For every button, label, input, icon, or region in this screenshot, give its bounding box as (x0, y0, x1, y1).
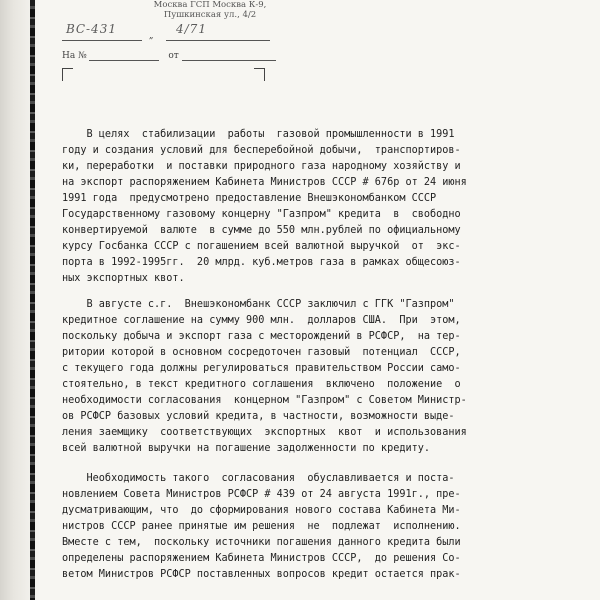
body-line: конвертируемой валюте в сумме до 550 млн.рублей по официальному (62, 225, 461, 236)
body-line: всей валютной выручки на погашение задолженности по кредиту. (62, 443, 431, 454)
address-corner-right (254, 68, 265, 81)
body-line: порта в 1992-1995гг. 20 млрд. куб.метров газа в рамках общесоюз- (62, 257, 461, 268)
body-line: В целях стабилизации работы газовой промышленности в 1991 (62, 129, 455, 140)
ot-label: от (168, 51, 179, 61)
body-line: на экспорт распоряжением Кабинета Министров СССР # 676р от 24 июня (62, 177, 467, 188)
body-line: ных экспортных квот. (62, 273, 185, 284)
body-line: ки, переработки и поставки природного газа народному хозяйству и (62, 161, 461, 172)
binding-spine (30, 0, 35, 600)
body-line: В августе с.г. Внешэкономбанк СССР заключил с ГГК "Газпром" (62, 299, 455, 310)
body-line: нистров СССР ранее принятые им решения не подлежат исполнению. (62, 521, 461, 532)
body-line: стоятельно, в текст кредитного соглашения включено положение о (62, 379, 461, 390)
body-line: поскольку добыча и экспорт газа с месторождений в РСФСР, на тер- (62, 331, 461, 342)
body-line: ов РСФСР базовых условий кредита, в частности, возможности выде- (62, 411, 455, 422)
body-line: Необходимость такого согласования обуславливается и поста- (62, 473, 455, 484)
body-line: дусматривающим, что до сформирования нового состава Кабинета Ми- (62, 505, 461, 516)
body-line: ритории которой в основном сосредоточен газовый потенциал СССР, (62, 347, 461, 358)
address-corner-left (62, 68, 73, 81)
body-line: 1991 года предусмотрено предоставление Внешэкономбанком СССР (62, 193, 437, 204)
body-line: курсу Госбанка СССР с погашением всей валютной выручкой от экс- (62, 241, 461, 252)
letterhead (110, 0, 310, 20)
body-line: определены распоряжением Кабинета Министров СССР, до решения Со- (62, 553, 461, 564)
body-line: ления заемщику соответствующих экспортных квот и использования (62, 427, 467, 438)
body-line: ветом Министров РСФСР поставленных вопросов кредит остается прак- (62, 569, 461, 580)
incoming-reference-row (62, 48, 276, 61)
body-line: Вместе с тем, поскольку источники погашения данного кредита были (62, 537, 461, 548)
handwritten-number: ВС-431 (66, 22, 117, 36)
handwritten-date: 4/71 (176, 22, 207, 36)
body-line: новлением Совета Министров РСФСР # 439 от 24 августа 1991г., пре- (62, 489, 461, 500)
body-line: Государственному газовому концерну "Газпром" кредита в свободно (62, 209, 461, 220)
letterhead-address-line-2: Пушкинская ул., 4/2 (163, 10, 257, 20)
body-line: кредитное соглашение на сумму 900 млн. долларов США. При этом, (62, 315, 461, 326)
body-line: необходимости согласования концерном "Газпром" с Советом Министр- (62, 395, 467, 406)
body-line: с текущего года должны регулироваться правительством России само- (62, 363, 461, 374)
outgoing-number-row: „ (62, 28, 270, 41)
body-line: году и создания условий для бесперебойной добычи, транспортиров- (62, 145, 461, 156)
na-label: На № (62, 51, 87, 61)
letterhead-address-line-1: Москва ГСП Москва К-9, (153, 0, 267, 10)
